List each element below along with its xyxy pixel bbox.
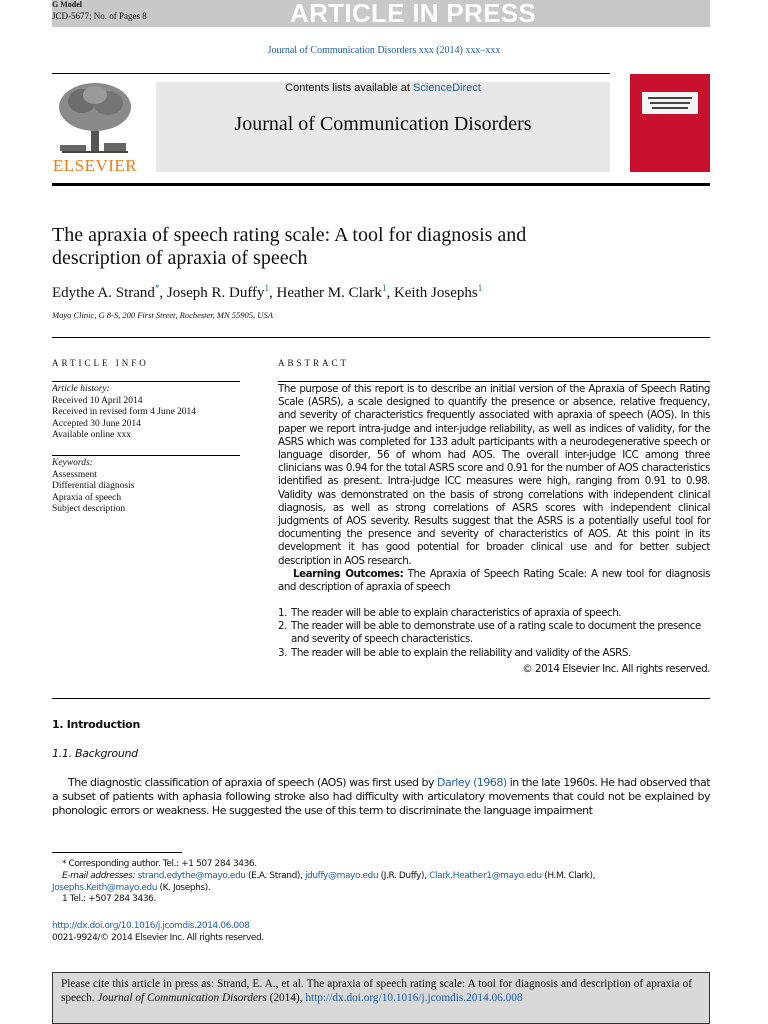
- abstract-text: [278, 383, 710, 594]
- body-paragraph: [52, 776, 710, 819]
- divider: [52, 698, 710, 699]
- journal-reference-link[interactable]: Journal of Communication Disorders xxx (2014) xxx–xxx: [267, 45, 501, 56]
- divider: [52, 455, 240, 456]
- author-duffy: Joseph R. Duffy: [166, 285, 265, 301]
- para-text: in the late 1960s. He had observed that a subset of patients with aphasia following stroke also had difficulty with articulatory movements that could not be explained by phonologic errors or weakness. He suggested the use of this term to discriminate the language impairment: [52, 776, 711, 818]
- doi-block: [52, 920, 264, 944]
- author-footnote-mark[interactable]: 1: [477, 283, 483, 293]
- corresponding-author-note: * Corresponding author. Tel.: +1 507 284 3436.: [62, 859, 257, 869]
- list-item: [278, 607, 710, 620]
- article-history: [52, 384, 240, 442]
- author-footnote-mark[interactable]: *: [154, 283, 160, 293]
- history-item: Received in revised form 4 June 2014: [52, 407, 197, 418]
- divider: [278, 381, 710, 382]
- para-text: The diagnostic classification of apraxia of speech (AOS) was first used by: [68, 776, 438, 789]
- article-in-press-banner: [52, 0, 710, 27]
- author-clark: Heather M. Clark: [276, 285, 382, 301]
- elsevier-wordmark: ELSEVIER: [52, 156, 138, 175]
- keyword: Differential diagnosis: [52, 481, 135, 492]
- press-banner-text: ARTICLE IN PRESS: [290, 0, 537, 28]
- keyword: Subject description: [52, 504, 126, 515]
- abstract-body: The purpose of this report is to describe an initial version of the Apraxia of Speech Rating Scale (ASRS), a scale designed to quantify the presence or absence, relative frequency, and severity of characteristics frequently associated with apraxia of speech (AOS). In this paper we report intra-judge and inter-judge reliability, as well as indices of validity, for the ASRS which was completed for 133 adult participants with a neurodegenerative speech or language disorder, 56 of whom had AOS. The overall inter-judge ICC among three clinicians was 0.94 for the total ASRS score and 0.91 for the number of AOS characteristics identified as present. Intra-judge ICC measures were high, ranging from 0.91 to 0.98. Validity was demonstrated on the basis of strong correlations with independent clinical diagnosis, as well as strong correlations of ASRS scores with independent clinical judgments of AOS severity. Results suggest that the ASRS is a potentially useful tool for documenting the presence and severity of characteristics of AOS. At this point in its development it has good potential for broader clinical use and for better subject description in AOS research.: [278, 383, 710, 567]
- issn-line: 0021-9924/© 2014 Elsevier Inc. All rights reserved.: [52, 933, 264, 943]
- list-number: 2.: [278, 620, 287, 633]
- learning-outcomes-list: [278, 607, 710, 660]
- affiliation: Mayo Clinic, G 8-S, 200 First Street, Rochester, MN 55905, USA: [52, 310, 273, 320]
- citation-journal: Journal of Communication Disorders: [97, 992, 267, 1004]
- keyword: Assessment: [52, 469, 97, 480]
- list-text: The reader will be able to explain characteristics of apraxia of speech.: [291, 607, 622, 619]
- keywords: [52, 458, 240, 516]
- footnotes: [52, 859, 710, 906]
- abstract-copyright: © 2014 Elsevier Inc. All rights reserved.: [522, 663, 710, 675]
- list-item: [278, 620, 710, 646]
- author-footnote-mark[interactable]: 1: [381, 283, 387, 293]
- author-list: [52, 283, 712, 302]
- email-link[interactable]: Josephs.Keith@mayo.edu: [52, 882, 158, 893]
- manuscript-id: JCD-5677; No. of Pages 8: [52, 11, 147, 21]
- email-owner: (K. Josephs).: [157, 882, 211, 893]
- email-owner: (E.A. Strand),: [245, 870, 305, 881]
- author-separator: ,: [159, 285, 167, 301]
- divider: [52, 337, 710, 338]
- doi-link[interactable]: http://dx.doi.org/10.1016/j.jcomdis.2014.06.008: [52, 921, 250, 931]
- footnote-rule: [52, 852, 182, 853]
- masthead-top-rule: [52, 73, 610, 74]
- history-item: Available online xxx: [52, 430, 131, 441]
- history-item: Accepted 30 June 2014: [52, 418, 141, 429]
- email-note: [52, 871, 710, 883]
- divider: [52, 381, 240, 382]
- journal-cover-image: [630, 74, 710, 172]
- tel-note: 1 Tel.: +507 284 3436.: [62, 894, 156, 905]
- history-item: Received 10 April 2014: [52, 395, 143, 406]
- article-info-heading: ARTICLE INFO: [52, 358, 149, 368]
- email-owner: (H.M. Clark),: [541, 870, 596, 881]
- email-label: E-mail addresses:: [62, 870, 136, 881]
- masthead-bottom-rule: [52, 183, 710, 186]
- email-link[interactable]: strand.edythe@mayo.edu: [137, 870, 246, 881]
- email-owner: (J.R. Duffy),: [378, 870, 430, 881]
- contents-line: [156, 82, 610, 94]
- author-strand: Edythe A. Strand: [52, 285, 155, 301]
- journal-title: Journal of Communication Disorders: [234, 113, 532, 135]
- list-number: 1.: [278, 607, 287, 619]
- list-number: 3.: [278, 646, 287, 659]
- list-text: The reader will be able to demonstrate use of a rating scale to document the presence and severity of speech characteristics.: [291, 620, 701, 646]
- citation-year: (2014),: [266, 992, 306, 1004]
- email-link[interactable]: Clark.Heather1@mayo.edu: [429, 870, 542, 881]
- email-note-continued: [52, 883, 710, 895]
- citation-doi-link[interactable]: http://dx.doi.org/10.1016/j.jcomdis.2014.06.008: [305, 992, 523, 1004]
- author-josephs: Keith Josephs: [393, 285, 478, 301]
- citation-text: [61, 977, 692, 1005]
- outcomes-intro: The Apraxia of Speech Rating Scale: A new tool for diagnosis and description of apraxia of speech: [278, 567, 710, 594]
- list-text: The reader will be able to explain the reliability and validity of the ASRS.: [291, 646, 631, 659]
- keyword: Apraxia of speech: [52, 492, 122, 503]
- list-item: [278, 647, 710, 660]
- author-separator: ,: [386, 285, 394, 301]
- gmodel-label: G Model: [52, 0, 82, 9]
- article-title: The apraxia of speech rating scale: A tool for diagnosis and description of apraxia of speech: [52, 224, 527, 269]
- abstract-heading: ABSTRACT: [278, 358, 350, 368]
- contents-prefix: Contents lists available at: [285, 82, 413, 94]
- history-label: Article history:: [52, 384, 110, 394]
- citation-prefix: Please cite this article in press as: Strand, E. A., et al. The apraxia of speech rating scale: A tool for diagnosis and description of apraxia of speech.: [61, 978, 692, 1004]
- citation-link-darley[interactable]: Darley (1968): [437, 776, 507, 789]
- cover-title-panel: [642, 92, 698, 114]
- author-footnote-mark[interactable]: 1: [264, 283, 270, 293]
- email-link[interactable]: jduffy@mayo.edu: [304, 870, 379, 881]
- keywords-label: Keywords:: [52, 458, 93, 468]
- outcomes-label: Learning Outcomes:: [293, 567, 404, 580]
- section-heading: 1. Introduction: [52, 718, 140, 731]
- subsection-heading: 1.1. Background: [52, 747, 138, 760]
- sciencedirect-link[interactable]: ScienceDirect: [412, 82, 481, 94]
- author-separator: ,: [269, 285, 277, 301]
- cover-title-lines: [642, 92, 698, 114]
